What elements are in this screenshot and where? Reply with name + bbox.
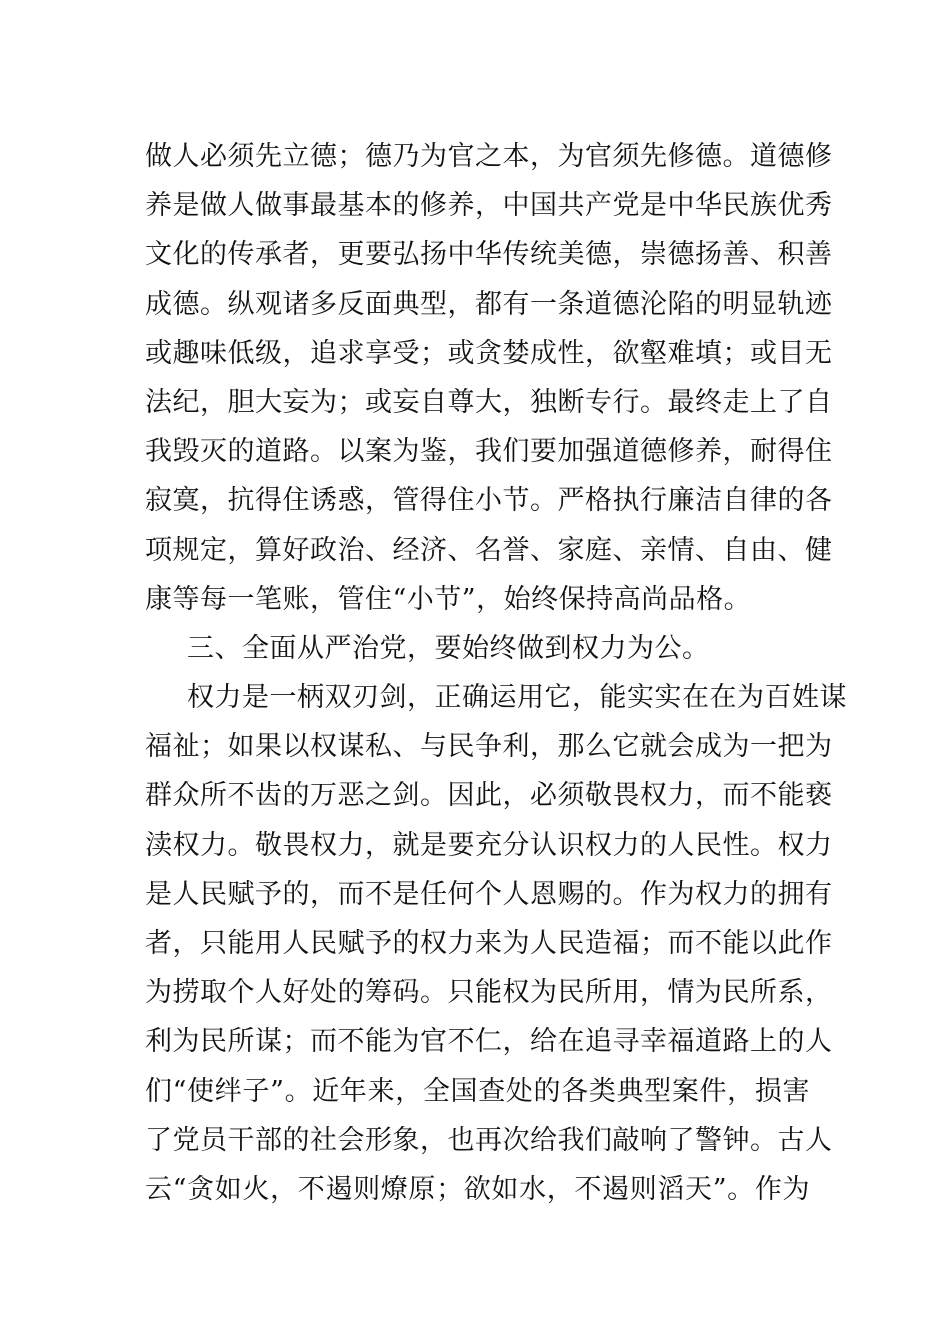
text-line: 文化的传承者，更要弘扬中华传统美德，崇德扬善、积善 [145, 239, 833, 271]
text-line: 权力是一柄双刃剑，正确运用它，能实实在在为百姓谋 [187, 682, 847, 714]
text-line: 做人必须先立德；德乃为官之本，为官须先修德。道德修 [145, 141, 833, 172]
text-line: 康等每一笔账，管住“小节”，始终保持高尚品格。 [145, 583, 752, 615]
text-line: 渎权力。敬畏权力，就是要充分认识权力的人民性。权力 [145, 829, 833, 861]
body-text [145, 132, 847, 1214]
text-line: 福祉；如果以权谋私、与民争利，那么它就会成为一把为 [145, 731, 833, 763]
text-line: 群众所不齿的万恶之剑。因此，必须敬畏权力，而不能亵 [145, 780, 833, 812]
text-line: 云“贪如火，不遏则燎原；欲如水，不遏则滔天”。作为 [145, 1173, 810, 1205]
text-line: 养是做人做事最基本的修养，中国共产党是中华民族优秀 [145, 190, 833, 222]
section-heading: 三、全面从严治党，要始终做到权力为公。 [187, 632, 710, 664]
text-line: 们“使绊子”。近年来，全国查处的各类典型案件，损害 [145, 1075, 810, 1107]
text-line: 者，只能用人民赋予的权力来为人民造福；而不能以此作 [145, 928, 833, 959]
text-line: 法纪，胆大妄为；或妄自尊大，独断专行。最终走上了自 [145, 386, 833, 418]
text-line: 为捞取个人好处的筹码。只能权为民所用，情为民所系， [145, 977, 833, 1009]
text-line: 我毁灭的道路。以案为鉴，我们要加强道德修养，耐得住 [145, 436, 833, 468]
text-line: 了党员干部的社会形象，也再次给我们敲响了警钟。古人 [145, 1124, 833, 1156]
text-line: 或趣味低级，追求享受；或贪婪成性，欲壑难填；或目无 [145, 337, 833, 369]
text-line: 是人民赋予的，而不是任何个人恩赐的。作为权力的拥有 [145, 878, 833, 910]
text-line: 成德。纵观诸多反面典型，都有一条道德沦陷的明显轨迹 [145, 288, 833, 320]
text-line: 利为民所谋；而不能为官不仁，给在追寻幸福道路上的人 [145, 1026, 833, 1058]
text-line: 项规定，算好政治、经济、名誉、家庭、亲情、自由、健 [145, 534, 833, 566]
text-line: 寂寞，抗得住诱惑，管得住小节。严格执行廉洁自律的各 [145, 485, 833, 517]
